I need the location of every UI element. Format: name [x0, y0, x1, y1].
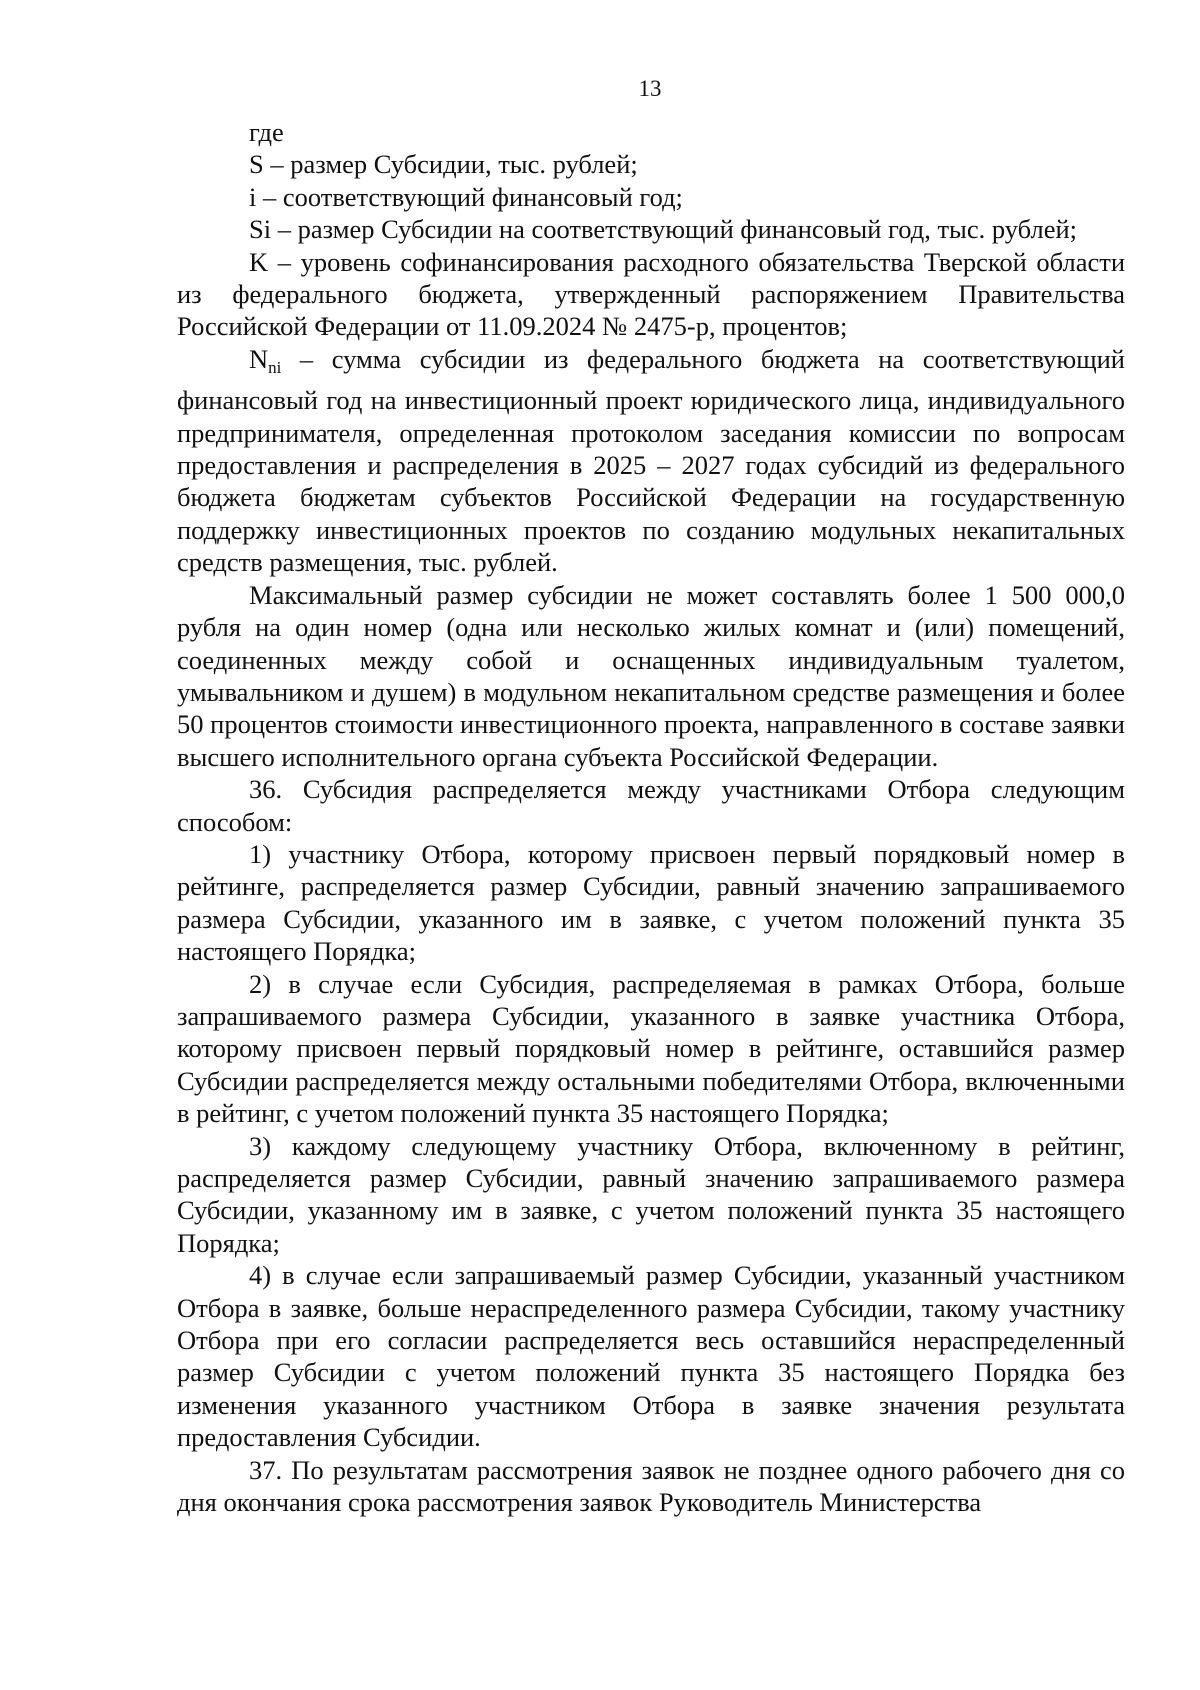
variable-subscript: ni: [268, 357, 282, 377]
definition-k: K – уровень софинансирования расходного обязательства Тверской области из федерального бюджета, утвержденный распоряжением Правительства Российской Федерации от 11.09.2024 № 2475-р, процентов;: [177, 246, 1125, 342]
list-item-1: 1) участнику Отбора, которому присвоен первый порядковый номер в рейтинге, распределяется размер Субсидии, равный значению запрашиваемого размера Субсидии, указанного им в заявке, с учетом положений пункта 35 настоящего Порядка;: [177, 838, 1125, 967]
definition-si: Si – размер Субсидии на соответствующий финансовый год, тыс. рублей;: [249, 214, 1077, 245]
list-item-3: 3) каждому следующему участнику Отбора, включенному в рейтинг, распределяется размер Субсидии, равный значению запрашиваемого размера Субсидии, указанному им в заявке, с учетом положений пункта 35 настоящего Порядка;: [177, 1130, 1125, 1258]
list-item-2: 2) в случае если Субсидия, распределяемая в рамках Отбора, больше запрашиваемого размера Субсидии, указанного в заявке участника Отбора, которому присвоен первый порядковый номер в рейтинге, оставшийся размер Субсидии распределяется между остальными победителями Отбора, включенными в рейтинг, с учетом положений пункта 35 настоящего Порядка;: [177, 968, 1125, 1129]
paragraph-where: где: [249, 117, 284, 147]
paragraph-37: 37. По результатам рассмотрения заявок не позднее одного рабочего дня со дня окончания срока рассмотрения заявок Руководитель Министерства: [177, 1454, 1125, 1518]
list-item-4: 4) в случае если запрашиваемый размер Субсидии, указанный участником Отбора в заявке, больше нераспределенного размера Субсидии, такому участнику Отбора при его согласии распределяется весь оставшийся нераспределенный размер Субсидии с учетом положений пункта 35 настоящего Порядка без изменения указанного участником Отбора в заявке значения результата предоставления Субсидии.: [177, 1260, 1125, 1453]
definition-i: i – соответствующий финансовый год;: [249, 181, 683, 212]
document-body: [177, 116, 1125, 1518]
definition-s: S – размер Субсидии, тыс. рублей;: [249, 149, 638, 180]
definition-nni-text: – сумма субсидии из федерального бюджета на соответствующий финансовый год на инвестиционный проект юридического лица, индивидуального предпринимателя, определенная протоколом заседания комиссии по вопросам предоставления и распределения в 2025 – 2027 годах субсидий из федерального бюджета бюджетам субъектов Российской Федерации на государственную поддержку инвестиционных проектов по созданию модульных некапитальных средств размещения, тыс. рублей.: [177, 343, 1125, 578]
page-number: 13: [638, 76, 662, 101]
variable-n: N: [249, 343, 269, 374]
paragraph-36: 36. Субсидия распределяется между участниками Отбора следующим способом:: [177, 774, 1125, 837]
definition-nni: [177, 343, 1125, 579]
paragraph-max-subsidy: Максимальный размер субсидии не может составлять более 1 500 000,0 рубля на один номер (одна или несколько жилых комнат и (или) помещений, соединенных между собой и оснащенных индивидуальным туалетом, умывальником и душем) в модульном некапитальном средстве размещения и более 50 процентов стоимости инвестиционного проекта, направленного в составе заявки высшего исполнительного органа субъекта Российской Федерации.: [177, 579, 1125, 772]
